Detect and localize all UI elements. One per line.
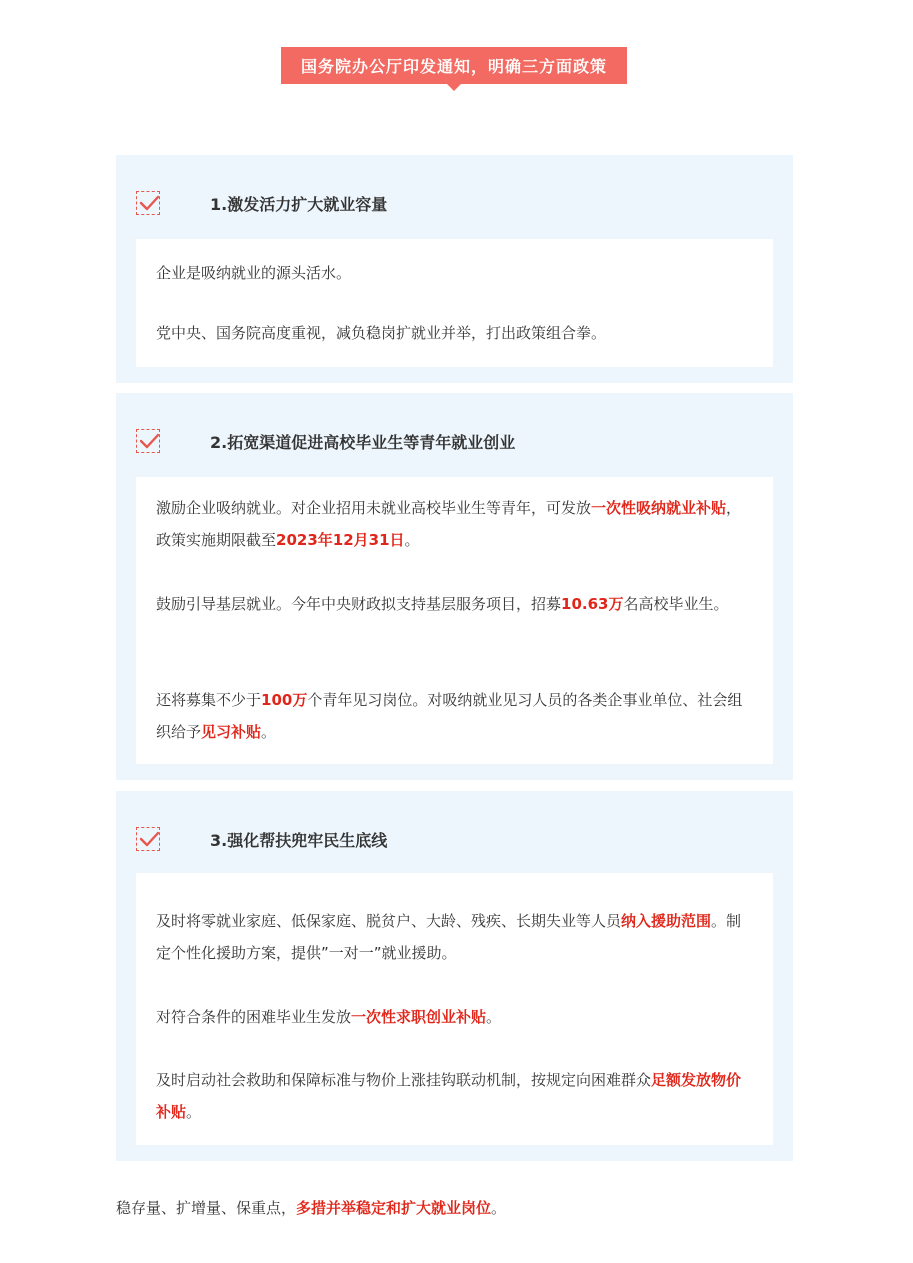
section-2 [116, 393, 793, 780]
paragraph: 鼓励引导基层就业。今年中央财政拟支持基层服务项目，招募10.63万名高校毕业生。 [156, 595, 729, 613]
section-header [136, 429, 773, 455]
paragraph: 党中央、国务院高度重视，减负稳岗扩就业并举，打出政策组合拳。 [156, 324, 607, 342]
paragraph: 对符合条件的困难毕业生发放一次性求职创业补贴。 [156, 1008, 502, 1026]
section-card [136, 873, 773, 1145]
section-header [136, 827, 773, 853]
summary-line: 稳存量、扩增量、保重点，多措并举稳定和扩大就业岗位。 [116, 1199, 507, 1217]
section-title: 1.激发活力扩大就业容量 [210, 195, 388, 214]
banner-pointer [447, 84, 461, 91]
check-box-icon [136, 827, 160, 851]
section-1 [116, 155, 793, 383]
banner-title: 国务院办公厅印发通知，明确三方面政策 [281, 47, 627, 84]
check-box-icon [136, 191, 160, 215]
section-card [136, 477, 773, 764]
section-header [136, 191, 773, 217]
paragraph: 及时将零就业家庭、低保家庭、脱贫户、大龄、残疾、长期失业等人员纳入援助范围。制定个性化援助方案，提供”一对一”就业援助。 [156, 912, 742, 962]
section-3 [116, 791, 793, 1161]
section-card [136, 239, 773, 367]
check-box-icon [136, 429, 160, 453]
paragraph: 还将募集不少于100万个青年见习岗位。对吸纳就业见习人员的各类企事业单位、社会组织给予见习补贴。 [156, 691, 743, 741]
paragraph: 激励企业吸纳就业。对企业招用未就业高校毕业生等青年，可发放一次性吸纳就业补贴，政策实施期限截至2023年12月31日。 [156, 499, 742, 549]
section-title: 2.拓宽渠道促进高校毕业生等青年就业创业 [210, 433, 516, 452]
paragraph: 企业是吸纳就业的源头活水。 [156, 264, 352, 282]
paragraph: 及时启动社会救助和保障标准与物价上涨挂钩联动机制，按规定向困难群众足额发放物价补贴。 [156, 1071, 742, 1121]
section-title: 3.强化帮扶兜牢民生底线 [210, 831, 388, 850]
